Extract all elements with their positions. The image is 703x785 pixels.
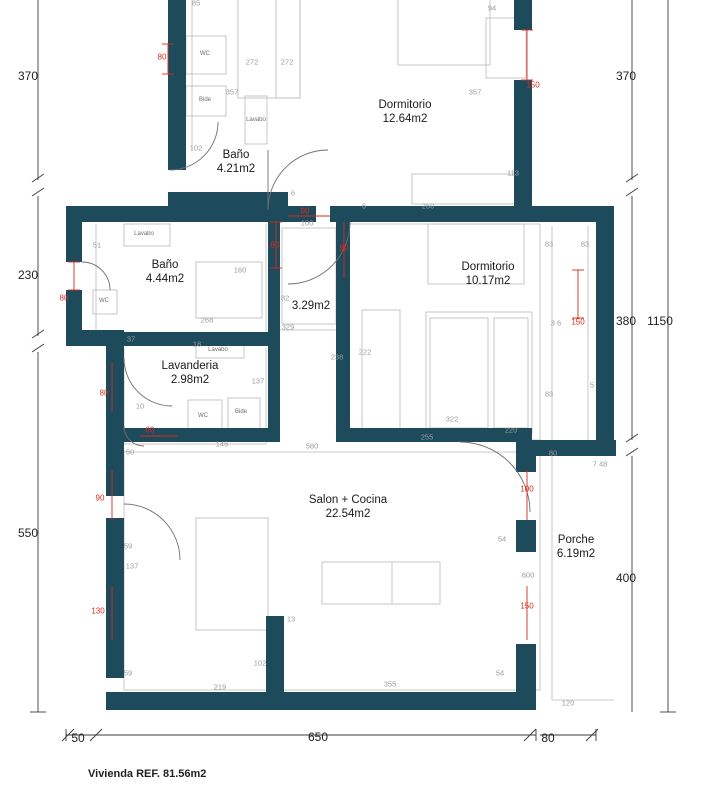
room-label <box>309 493 387 521</box>
interior-dimension-label: 146 <box>215 439 229 449</box>
interior-dimension-label: 59 <box>123 668 133 678</box>
red-dimension-label: 130 <box>91 606 105 616</box>
room-area: 12.64m2 <box>382 113 428 125</box>
interior-dimension-label: 3 6 <box>550 318 562 328</box>
red-dimension-label: 60 <box>145 425 155 435</box>
room-label <box>378 98 431 126</box>
interior-dimension-label: 100 <box>300 218 314 228</box>
room-name: Baño <box>222 149 250 161</box>
room-area: 3.29m2 <box>291 300 331 312</box>
room-label <box>162 359 219 387</box>
fixture-label: WC <box>99 298 109 304</box>
red-dimension-label: 150 <box>571 317 585 327</box>
interior-dimension-label: 600 <box>521 570 535 580</box>
interior-dimension-label: 580 <box>305 441 319 451</box>
interior-dimension-label: 220 <box>504 425 518 435</box>
red-dimension-label: 80 <box>59 293 69 303</box>
red-dimension-label: 150 <box>526 80 540 90</box>
fixture-label: Bide <box>234 409 248 415</box>
fixture-label: WC <box>198 413 208 419</box>
interior-dimension-label: 113 <box>507 168 519 178</box>
interior-dimension-label: 137 <box>251 376 265 386</box>
red-dimension-label: 90 <box>339 243 349 253</box>
interior-dimension-label: 260 <box>421 201 435 211</box>
room-area: 4.21m2 <box>216 163 256 175</box>
interior-dimension-label: 54 <box>495 668 505 678</box>
interior-dimension-label: 13 <box>286 614 296 624</box>
fixture-label: Bide <box>198 97 212 103</box>
red-dimension-label: 90 <box>95 493 105 503</box>
room-name: Dormitorio <box>378 99 432 111</box>
interior-dimension-label: 160 <box>233 265 247 275</box>
interior-dimension-label: 83 <box>544 389 554 399</box>
room-area: 2.98m2 <box>170 374 210 386</box>
interior-dimension-label: 255 <box>420 432 434 442</box>
outer-dimension-left: 230 <box>17 268 39 282</box>
interior-dimension-label: 59 <box>123 541 133 551</box>
red-dimension-label: 100 <box>520 484 534 494</box>
room-area: 10.17m2 <box>465 275 511 287</box>
outer-dimension-bottom: 50 <box>71 731 85 745</box>
interior-dimension-label: 355 <box>383 679 397 689</box>
interior-dimension-label: 54 <box>497 534 507 544</box>
interior-dimension-label: 50 <box>125 447 135 457</box>
room-name: Lavanderia <box>161 360 219 372</box>
room-area: 4.44m2 <box>145 273 185 285</box>
interior-dimension-label: 219 <box>213 682 227 692</box>
red-dimension-label: 80 <box>157 52 167 62</box>
red-dimension-label: 90 <box>300 206 310 216</box>
outer-dimension-right: 1150 <box>647 314 673 328</box>
interior-dimension-label: 268 <box>200 315 214 325</box>
room-label <box>146 258 184 286</box>
room-name: Salon + Cocina <box>308 494 388 506</box>
outer-dimension-right: 370 <box>615 69 637 83</box>
room-label <box>461 260 514 288</box>
interior-dimension-label: 222 <box>358 347 372 357</box>
outer-dimension-bottom: 80 <box>541 731 555 745</box>
fixture-label: Lavabo <box>134 231 154 237</box>
interior-dimension-label: 7 48 <box>592 459 608 469</box>
room-name: Porche <box>557 534 595 546</box>
room-name: Baño <box>151 259 179 271</box>
plan-caption: Vivienda REF. 81.56m2 <box>88 768 207 780</box>
outer-dimension-left: 550 <box>17 526 39 540</box>
outer-dimension-right: 400 <box>615 571 637 585</box>
room-name: Dormitorio <box>461 261 515 273</box>
fixture-label: WC <box>200 51 210 57</box>
interior-dimension-label: 18 <box>192 339 202 349</box>
interior-dimension-label: 85 <box>191 0 201 8</box>
red-dimension-label: 150 <box>520 601 534 611</box>
interior-dimension-label: 6 <box>361 201 367 211</box>
interior-dimension-label: 272 <box>245 57 259 67</box>
interior-dimension-label: 5 <box>589 380 595 390</box>
interior-dimension-label: 51 <box>92 240 102 250</box>
outer-dimension-bottom: 650 <box>307 730 329 744</box>
fixture-label: Lavabo <box>246 117 266 123</box>
interior-dimension-label: 238 <box>330 352 344 362</box>
interior-dimension-label: 83 <box>544 239 554 249</box>
interior-dimension-label: 322 <box>445 414 459 424</box>
room-label <box>557 533 595 561</box>
interior-dimension-label: 82 <box>280 293 290 303</box>
interior-dimension-label: 6 <box>290 188 296 198</box>
interior-dimension-label: 357 <box>225 87 239 97</box>
fixture-label: Lavabo <box>208 347 228 353</box>
outer-dimension-left: 370 <box>17 69 39 83</box>
room-area: 6.19m2 <box>556 548 596 560</box>
red-dimension-label: 80 <box>99 388 109 398</box>
interior-dimension-label: 80 <box>548 448 558 458</box>
interior-dimension-label: 329 <box>281 322 295 332</box>
red-dimension-label: 80 <box>270 240 280 250</box>
interior-dimension-label: 83 <box>580 239 590 249</box>
outer-dimension-right: 380 <box>615 314 637 328</box>
interior-dimension-label: 272 <box>280 57 294 67</box>
interior-dimension-label: 10 <box>135 401 145 411</box>
interior-dimension-label: 357 <box>468 87 482 97</box>
interior-dimension-label: 102 <box>253 658 267 668</box>
outer-dimension-lines <box>30 0 676 741</box>
interior-dimension-label: 120 <box>561 698 575 708</box>
interior-dimension-label: 137 <box>125 561 139 571</box>
interior-dimension-label: 102 <box>189 143 203 153</box>
room-area: 22.54m2 <box>325 508 371 520</box>
room-label <box>217 148 255 176</box>
interior-dimension-label: 37 <box>126 334 136 344</box>
interior-dimension-label: 94 <box>487 3 497 13</box>
room-label <box>292 299 330 313</box>
